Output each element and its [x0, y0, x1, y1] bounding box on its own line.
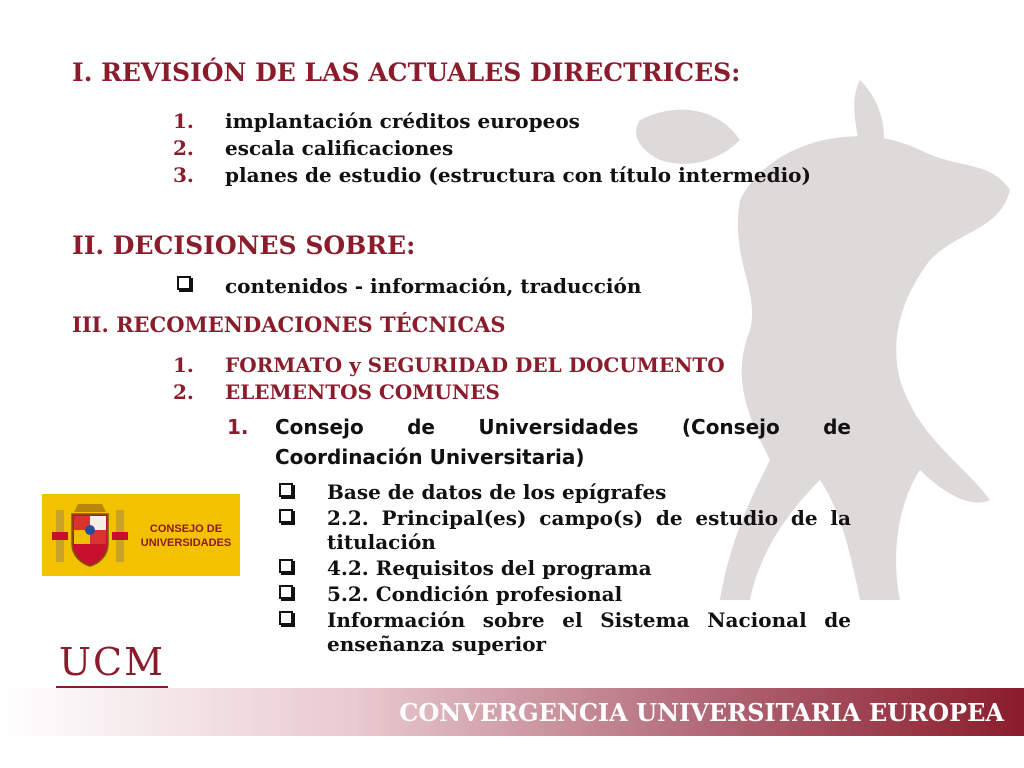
checkbox-bullet-icon	[279, 483, 293, 497]
section-3-title: III. RECOMENDACIONES TÉCNICAS	[72, 312, 506, 337]
list-item-text: implantación créditos europeos	[225, 109, 580, 133]
list-item-text: planes de estudio (estructura con título intermedio)	[225, 163, 811, 187]
list-item	[327, 556, 851, 580]
section-1-list	[173, 108, 851, 189]
checkbox-bullet-icon	[279, 509, 293, 523]
checkbox-bullet-icon	[279, 611, 293, 625]
section-3-list	[173, 352, 851, 406]
list-item-text: FORMATO y SEGURIDAD DEL DOCUMENTO	[225, 353, 725, 377]
list-item-text: 2.2. Principal(es) campo(s) de estudio de la titulación	[327, 506, 851, 554]
list-item	[173, 135, 851, 162]
list-number: 1.	[227, 415, 249, 439]
section-2-title: II. DECISIONES SOBRE:	[72, 231, 416, 260]
list-number: 1.	[173, 109, 194, 133]
list-item-text: 5.2. Condición profesional	[327, 582, 623, 606]
consejo-subitem	[227, 412, 851, 472]
section-1-title: I. REVISIÓN DE LAS ACTUALES DIRECTRICES:	[72, 58, 741, 87]
checkbox-bullet-icon	[279, 559, 293, 573]
list-item	[327, 582, 851, 606]
list-item	[173, 108, 851, 135]
footer-title: CONVERGENCIA UNIVERSITARIA EUROPEA	[399, 698, 1004, 727]
list-item	[173, 162, 851, 189]
list-item	[173, 379, 851, 406]
section-2-list	[225, 273, 851, 300]
list-item	[327, 480, 851, 504]
coat-of-arms-icon	[50, 500, 130, 570]
list-item	[225, 273, 851, 300]
list-number: 2.	[173, 136, 194, 160]
list-item	[327, 608, 851, 656]
list-item-text: ELEMENTOS COMUNES	[225, 380, 500, 404]
list-number: 2.	[173, 380, 194, 404]
list-item	[327, 506, 851, 554]
elements-bullet-list	[327, 480, 851, 656]
list-number: 1.	[173, 353, 194, 377]
consejo-universidades-logo	[42, 494, 240, 576]
checkbox-bullet-icon	[279, 585, 293, 599]
consejo-logo-text: CONSEJO DE UNIVERSIDADES	[140, 523, 232, 549]
ucm-mark: UCM	[58, 640, 165, 684]
list-item-text: Base de datos de los epígrafes	[327, 480, 667, 504]
list-item	[173, 352, 851, 379]
checkbox-bullet-icon	[177, 276, 191, 290]
list-number: 3.	[173, 163, 194, 187]
list-item-text: contenidos - información, traducción	[225, 274, 642, 298]
list-item-text: escala calificaciones	[225, 136, 454, 160]
list-item-text: 4.2. Requisitos del programa	[327, 556, 652, 580]
list-item-text: Información sobre el Sistema Nacional de enseñanza superior	[327, 608, 851, 656]
list-item-text: Consejo de Universidades (Consejo de Coordinación Universitaria)	[275, 415, 851, 469]
footer-bar	[0, 688, 1024, 736]
